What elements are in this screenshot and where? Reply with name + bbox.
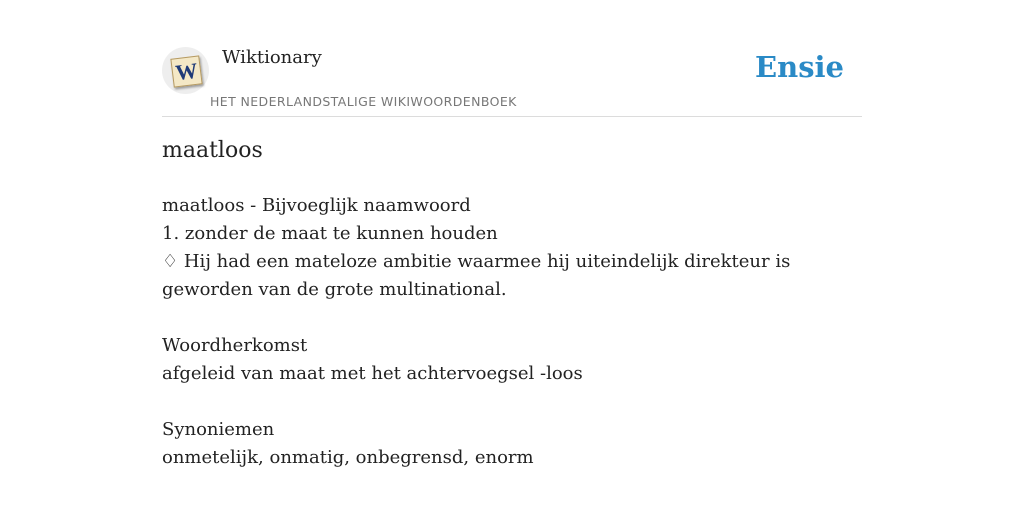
logo-tile: W: [170, 55, 202, 87]
example-sentence: ♢ Hij had een mateloze ambitie waarmee hij uiteindelijk direkteur is geworden van de grote multinational.: [162, 251, 791, 300]
wiktionary-logo-icon[interactable]: [162, 47, 209, 94]
spacer: [162, 388, 862, 416]
site-header: [162, 44, 862, 117]
synonyms-heading: Synoniemen: [162, 419, 275, 440]
page-title: maatloos: [162, 138, 263, 163]
entry-heading-line: maatloos - Bijvoeglijk naamwoord: [162, 195, 471, 216]
entry-body: [162, 192, 862, 472]
ensie-brand-logo[interactable]: Ensie: [755, 50, 844, 84]
etymology-heading: Woordherkomst: [162, 335, 308, 356]
site-subtitle: HET NEDERLANDSTALIGE WIKIWOORDENBOEK: [210, 94, 517, 109]
spacer: [162, 304, 862, 332]
synonyms-text: onmetelijk, onmatig, onbegrensd, enorm: [162, 447, 534, 468]
definition: 1. zonder de maat te kunnen houden: [162, 223, 498, 244]
etymology-text: afgeleid van maat met het achtervoegsel -loos: [162, 363, 583, 384]
site-name[interactable]: Wiktionary: [222, 47, 322, 68]
